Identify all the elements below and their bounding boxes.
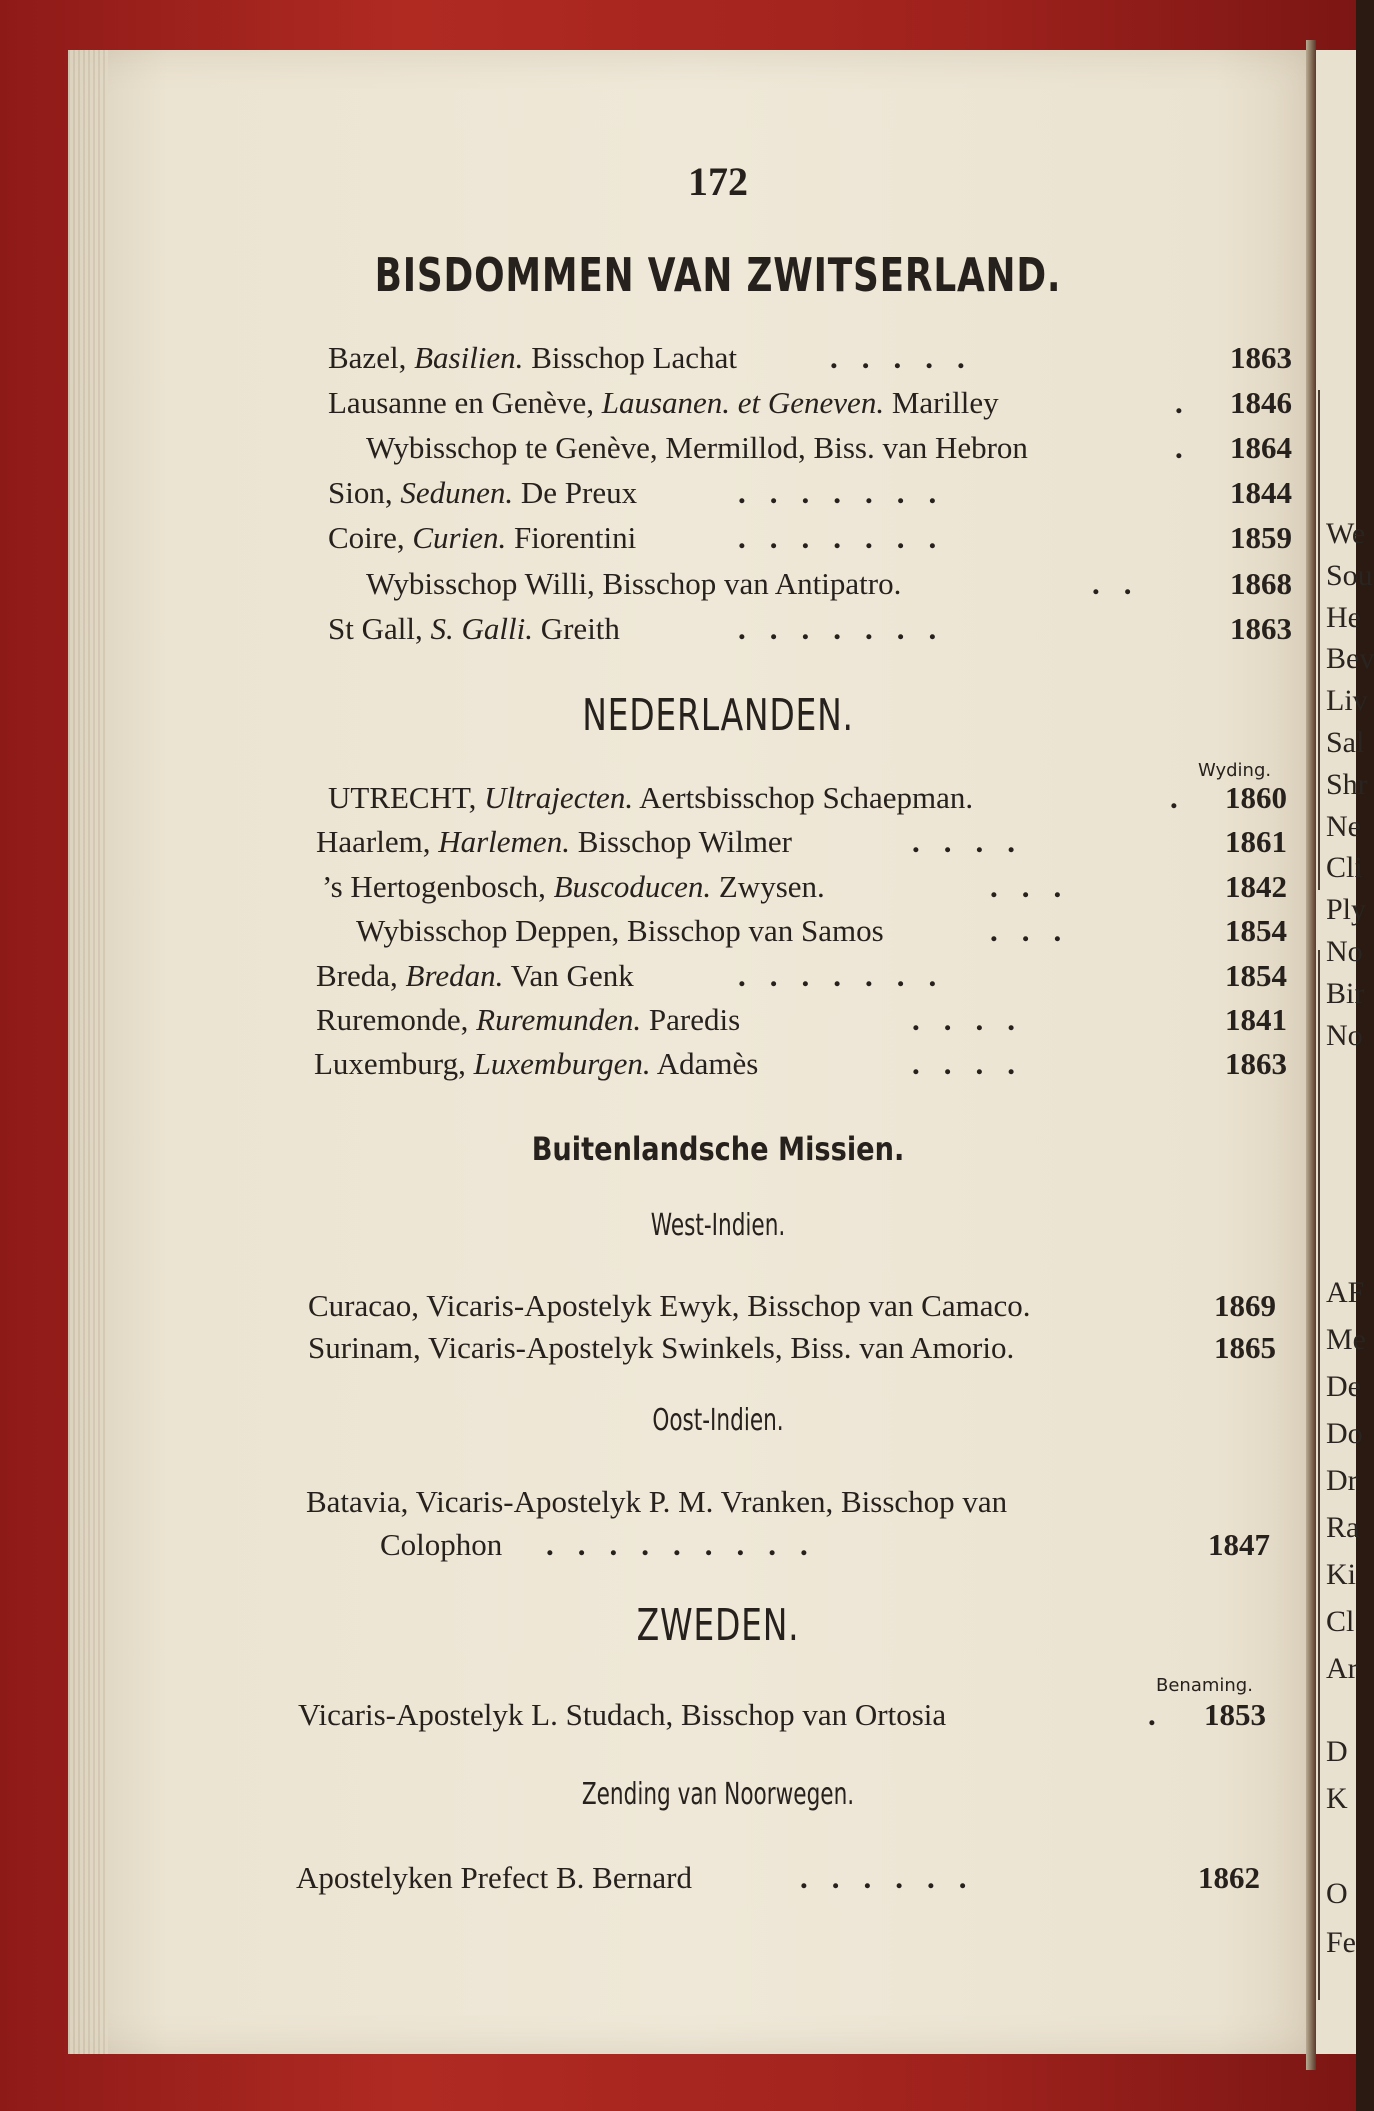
entry-row-continuation: Colophon [380,1527,503,1562]
entry-row: Batavia, Vicaris-Apostelyk P. M. Vranken, Bisschop van [306,1484,1008,1519]
entry-row: UTRECHT, Ultrajecten. Aertsbisschop Schaepman. [328,780,974,815]
entry-year: 1842 [1225,869,1287,904]
entry-row: Vicaris-Apostelyk L. Studach, Bisschop van Ortosia [298,1697,947,1732]
next-page-fragment: Ply [1326,893,1367,926]
leader-dots: .. [1092,566,1156,601]
next-page-fragment: D [1326,1735,1348,1768]
entry-year: 1868 [1230,566,1292,601]
entry-row: Haarlem, Harlemen. Bisschop Wilmer [316,824,793,859]
entry-year: 1854 [1225,913,1287,948]
section-title-zwitserland: BISDOMMEN VAN ZWITSERLAND. [374,248,1062,302]
leader-dots: .... [912,1002,1039,1037]
leader-dots: .... [912,824,1039,859]
entry-row: Coire, Curien. Fiorentini [328,520,637,555]
leader-dots: .... [912,1046,1039,1081]
entry-row: Curacao, Vicaris-Apostelyk Ewyk, Bisschop van Camaco. [308,1288,1031,1323]
next-page-fragment: Me [1326,1323,1366,1356]
section-title-zweden: ZWEDEN. [636,1600,800,1651]
next-page-fragment: O [1326,1877,1348,1910]
entry-year: 1864 [1230,430,1292,465]
entry-row: Surinam, Vicaris-Apostelyk Swinkels, Biss. van Amorio. [308,1330,1015,1365]
entry-year: 1861 [1225,824,1287,859]
entry-year: 1847 [1208,1527,1270,1562]
section-title-nederland: NEDERLANDEN. [582,690,854,741]
entry-year: 1863 [1230,340,1292,375]
next-page-fragment: Ne [1326,810,1361,843]
entry-row: Wybisschop Willi, Bisschop van Antipatro. [366,566,902,601]
entry-row: Sion, Sedunen. De Preux [328,475,638,510]
leader-dots: . [1170,780,1202,815]
entry-row: Apostelyken Prefect B. Bernard [296,1860,692,1895]
entry-year: 1860 [1225,780,1287,815]
leader-dots: ....... [738,958,961,993]
next-page-fragment: Dr [1326,1464,1358,1497]
next-page-fragment: Fe [1326,1926,1356,1959]
entry-year: 1844 [1230,475,1292,510]
leader-dots: ....... [738,611,961,646]
entry-row: Bazel, Basilien. Bisschop Lachat [328,340,737,375]
entry-row: Luxemburg, Luxemburgen. Adamès [314,1046,759,1081]
entry-year: 1863 [1225,1046,1287,1081]
section-title-missien: Buitenlandsche Missien. [531,1130,905,1168]
next-page-fragment: Ki [1326,1558,1356,1591]
entry-year: 1841 [1225,1002,1287,1037]
next-page-fragment: Sal [1326,726,1365,759]
next-page-fragment: No [1326,1019,1363,1052]
next-page-fragment: De [1326,1370,1361,1403]
next-page-rule [1318,950,1320,2000]
next-page-fragment: Ar [1326,1652,1358,1685]
next-page-fragment: Ra [1326,1511,1360,1544]
entry-year: 1869 [1214,1288,1276,1323]
next-page-edge [1316,50,1374,2054]
entry-row: Lausanne en Genève, Lausanen. et Geneven. Marilley [328,385,999,420]
next-page-fragment: Do [1326,1417,1363,1450]
subsection-title-west-indien: West-Indien. [650,1208,786,1243]
leader-dots: . [1148,1697,1180,1732]
subsection-title-noorwegen: Zending van Noorwegen. [581,1777,855,1812]
entry-row: Wybisschop te Genève, Mermillod, Biss. van Hebron [366,430,1028,465]
entry-row: Ruremonde, Ruremunden. Paredis [316,1002,741,1037]
leader-dots: ... [990,869,1086,904]
leader-dots: . [1175,385,1207,420]
leader-dots: ....... [738,475,961,510]
next-page-fragment: Sou [1326,559,1373,592]
entry-row: Wybisschop Deppen, Bisschop van Samos [356,913,884,948]
leader-dots: ....... [738,520,961,555]
leader-dots: ......... [546,1527,832,1562]
entry-row: ’s Hertogenbosch, Buscoducen. Zwysen. [322,869,825,904]
next-page-fragment: He [1326,601,1361,634]
next-page-fragment: Bev [1326,642,1374,675]
next-page-rule [1318,390,1320,890]
leader-dots: ..... [830,340,989,375]
next-page-fragment: Cli [1326,851,1363,884]
next-page-fragment: Liv [1326,684,1368,717]
next-page-fragment: Shr [1326,768,1368,801]
book-gutter [1306,40,1316,2070]
entry-row: Breda, Bredan. Van Genk [316,958,634,993]
page-number: 172 [688,159,748,204]
entry-year: 1862 [1198,1860,1260,1895]
column-label-benaming: Benaming. [1156,1675,1253,1696]
next-page-fragment: AF [1326,1276,1365,1309]
entry-year: 1863 [1230,611,1292,646]
entry-year: 1865 [1214,1330,1276,1365]
next-page-fragment: No [1326,935,1363,968]
next-page-fragment: Cl [1326,1605,1355,1638]
next-page-fragment: Bir [1326,977,1365,1010]
entry-row: St Gall, S. Galli. Greith [328,611,620,646]
subsection-title-oost-indien: Oost-Indien. [652,1403,784,1438]
column-label-wyding: Wyding. [1198,760,1272,781]
next-page-fragment: K [1326,1782,1348,1815]
entry-year: 1854 [1225,958,1287,993]
entry-year: 1853 [1204,1697,1266,1732]
next-page-fragment: We [1326,517,1366,550]
entry-year: 1846 [1230,385,1292,420]
leader-dots: ...... [800,1860,991,1895]
leader-dots: . [1175,430,1207,465]
entry-year: 1859 [1230,520,1292,555]
page-edge [68,50,108,2054]
leader-dots: ... [990,913,1086,948]
